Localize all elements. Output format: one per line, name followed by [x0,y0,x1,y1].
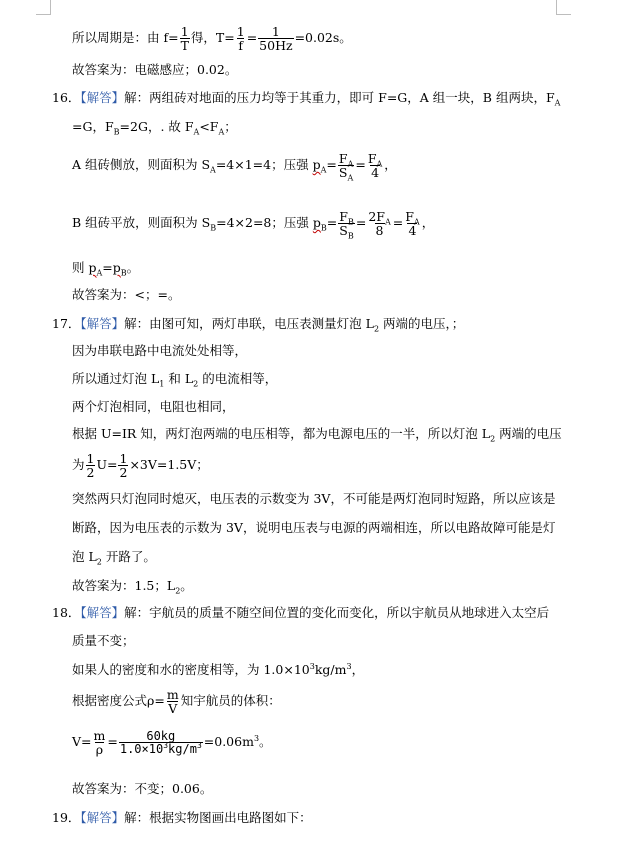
fraction: $\frac{F_B}{S_B}$ [339,209,354,241]
question-number: 19． [52,810,81,825]
fraction: $\frac{m}{V}$ [166,687,179,717]
q17-line-6: 为 $\frac{1}{2}$ U= $\frac{1}{2}$ ×3V=1.5V； [72,451,209,481]
q19-line-1: 19．【解答】解：根据实物图画出电路图如下： [52,810,312,825]
q15-period-line: 所以周期是：由 f= $\frac{1}{T}$ 得，T= $\frac{1}{f}$ = $\frac{1}{50Hz}$ =0.02s。 [72,24,352,54]
q17-line-5: 根据 U=IR 知，两灯泡两端的电压相等，都为电源电压的一半，所以灯泡 $L_2$ 两端的电压 [72,426,562,444]
q18-answer-line: 故答案为：不变；0.06。 [72,781,213,796]
q17-line-4: 两个灯泡相同，电阻也相同， [72,399,235,414]
answer-tag: 【解答】 [80,605,125,620]
page-corner-mark-left [36,0,51,15]
q17-answer-line: 故答案为：1.5；$L_2$。 [72,578,193,596]
q18-line-1: 18．【解答】解：宇航员的质量不随空间位置的变化而变化，所以宇航员从地球进入太空后 [52,605,550,620]
q16-answer-line: 故答案为：<；=。 [72,287,181,302]
fraction: $\frac{F_A}{4}$ [405,209,420,239]
q17-line-1: 17．【解答】解：由图可知，两灯串联，电压表测量灯泡 $L_2$ 两端的电压，； [52,316,465,334]
q16-line-2: =G，$F_B=2G$，. 故 $F_A<F_A$； [72,119,237,137]
q17-line-8: 断路，因为电压表的示数为 3V，说明电压表与电源的两端相连，所以电路故障可能是灯 [72,520,556,535]
q18-line-3: 如果人的密度和水的密度相等，为 $1.0\times 10^3kg/m^3$， [72,661,365,677]
answer-tag: 【解答】 [80,316,125,331]
q16-line-1: 16．【解答】解：两组砖对地面的压力均等于其重力，即可 F=G，A 组一块，B 组两块，$F_A$ [52,90,561,108]
fraction: $\frac{1}{f}$ [236,24,245,54]
q16-line-5: 则 $p_A=p_B$。 [72,260,140,278]
q18-line-2: 质量不变； [72,633,135,648]
question-number: 16． [52,90,81,105]
answer-tag: 【解答】 [80,90,125,105]
fraction: $\frac{F_A}{S_A}$ [338,151,354,183]
fraction: $\frac{1}{2}$ [119,451,128,481]
q16-line-3: A 组砖侧放，则面积为 $S_A=4\times 1=4$；压强 $p_A=$ $\frac{F_A}{S_A}$ = $\frac{F_A}{4}$ ， [72,151,397,183]
q18-line-5: V= $\frac{m}{\rho}$ = $\frac{60kg}{1.0\times 10^3kg/m^3}$ $=0.06m^3$。 [72,728,272,758]
fraction: $\frac{60kg}{1.0\times 10^3kg/m^3}$ [119,728,202,757]
question-number: 18． [52,605,81,620]
q16-line-4: B 组砖平放，则面积为 $S_B=4\times 2=8$；压强 $p_B=$ $\frac{F_B}{S_B}$ = $\frac{2F_A}{8}$ = $\frac{F_A}{4}$ ， [72,209,435,241]
q18-line-4: 根据密度公式ρ= $\frac{m}{V}$ 知宇航员的体积： [72,687,281,717]
answer-tag: 【解答】 [80,810,125,825]
q17-line-7: 突然两只灯泡同时熄灭，电压表的示数变为 3V，不可能是两灯泡同时短路，所以应该是 [72,491,556,506]
q17-line-2: 因为串联电路中电流处处相等， [72,343,248,358]
question-number: 17． [52,316,81,331]
fraction: $\frac{F_A}{4}$ [367,151,383,181]
q17-line-3: 所以通过灯泡 $L_1$ 和 $L_2$ 的电流相等， [72,371,278,389]
q17-line-9: 泡 $L_2$ 开路了。 [72,549,156,567]
fraction: $\frac{1}{50Hz}$ [259,24,293,54]
fraction: $\frac{1}{T}$ [180,24,189,54]
page-corner-mark-right [556,0,571,15]
fraction: $\frac{m}{\rho}$ [93,728,106,758]
fraction: $\frac{1}{2}$ [86,451,95,481]
q15-answer-line: 故答案为：电磁感应；0.02。 [72,62,238,77]
fraction: $\frac{2F_A}{8}$ [368,209,391,239]
